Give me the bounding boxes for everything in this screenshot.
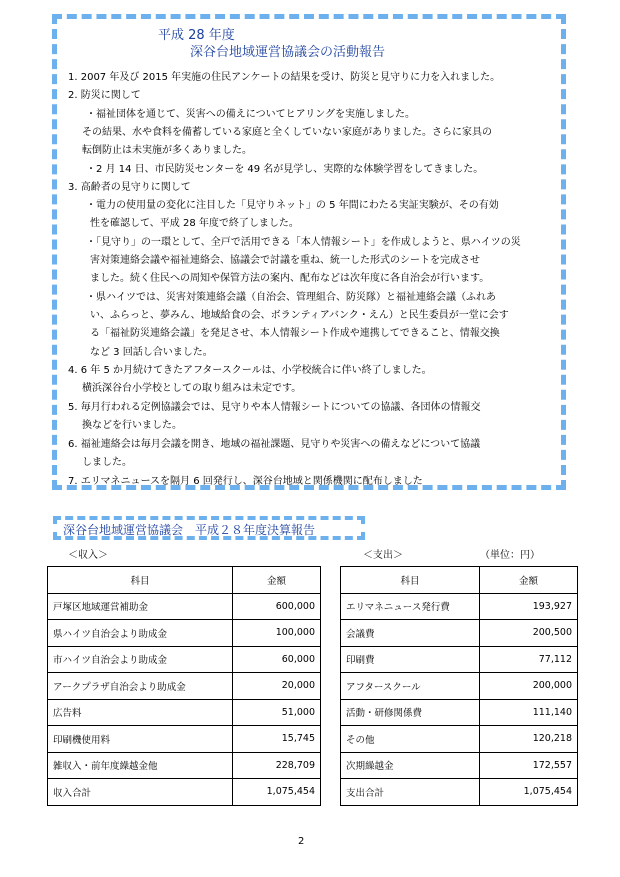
report-line: ・電力の使用量の変化に注目した「見守りネット」の 5 年間にわたる実証実験が、その有効 xyxy=(86,200,499,211)
item-cell: 雑収入・前年度繰越金他 xyxy=(48,752,233,779)
amount-cell: 600,000 xyxy=(233,593,321,620)
table-row xyxy=(341,646,578,673)
budget-title: 深谷台地域運営協議会 平成２８年度決算報告 xyxy=(63,523,316,537)
expense-label: ＜支出＞ xyxy=(363,550,403,561)
item-cell: 会議費 xyxy=(341,620,480,647)
amount-cell: 77,112 xyxy=(480,646,578,673)
income-table xyxy=(47,566,321,806)
report-line: 横浜深谷台小学校としての取り組みは未定です。 xyxy=(82,383,302,394)
table-row xyxy=(48,646,321,673)
amount-cell: 200,000 xyxy=(480,673,578,700)
report-line: 4. 6 年 5 か月続けてきたアフタースクールは、小学校統合に伴い終了しました。 xyxy=(68,365,432,376)
budget-title-box xyxy=(53,516,365,540)
amount-cell: 1,075,454 xyxy=(233,779,321,806)
table-row xyxy=(341,699,578,726)
item-header: 科目 xyxy=(48,567,233,594)
report-line: ・福祉団体を通じて、災害への備えについてヒアリングを実施しました。 xyxy=(86,109,415,120)
table-row xyxy=(48,699,321,726)
amount-cell: 193,927 xyxy=(480,593,578,620)
report-line: 1. 2007 年及び 2015 年実施の住民アンケートの結果を受け、防災と見守りに力を入れました。 xyxy=(68,72,501,83)
item-cell: 広告料 xyxy=(48,699,233,726)
table-row xyxy=(341,726,578,753)
item-cell: 印刷機使用料 xyxy=(48,726,233,753)
item-cell: その他 xyxy=(341,726,480,753)
item-cell: 支出合計 xyxy=(341,779,480,806)
report-line: 換などを行いました。 xyxy=(82,420,182,431)
table-row xyxy=(48,620,321,647)
report-line: 7. エリマネニュースを隔月 6 回発行し、深谷台地域と関係機関に配布しました xyxy=(68,476,423,487)
item-cell: エリマネニュース発行費 xyxy=(341,593,480,620)
amount-header: 金額 xyxy=(233,567,321,594)
amount-cell: 120,218 xyxy=(480,726,578,753)
amount-cell: 100,000 xyxy=(233,620,321,647)
item-header: 科目 xyxy=(341,567,480,594)
amount-header: 金額 xyxy=(480,567,578,594)
activity-report-box xyxy=(52,14,566,490)
table-header-row xyxy=(48,567,321,594)
report-line: 3. 高齢者の見守りに関して xyxy=(68,182,191,193)
total-row xyxy=(48,779,321,806)
amount-cell: 60,000 xyxy=(233,646,321,673)
amount-cell: 1,075,454 xyxy=(480,779,578,806)
report-year: 平成 28 年度 xyxy=(158,28,235,43)
amount-cell: 228,709 xyxy=(233,752,321,779)
table-row xyxy=(341,752,578,779)
amount-cell: 15,745 xyxy=(233,726,321,753)
report-line: ・2 月 14 日、市民防災センターを 49 名が見学し、実際的な体験学習をしてきました。 xyxy=(86,164,484,175)
report-line: 転倒防止は未実施が多くありました。 xyxy=(82,145,252,156)
report-line: 害対策連絡会議や福祉連絡会、協議会で討議を重ね、統一した形式のシートを完成させ xyxy=(90,255,480,266)
item-cell: アークプラザ自治会より助成金 xyxy=(48,673,233,700)
table-header-row xyxy=(341,567,578,594)
amount-cell: 51,000 xyxy=(233,699,321,726)
report-line: その結果、水や食料を備蓄している家庭と全くしていない家庭がありました。さらに家具の xyxy=(82,127,492,138)
table-row xyxy=(48,673,321,700)
unit-label: （単位：円） xyxy=(480,550,540,561)
report-line: 6. 福祉連絡会は毎月会議を開き、地域の福祉課題、見守りや災害への備えなどについて協議 xyxy=(68,439,481,450)
report-line: る「福祉防災連絡会議」を発足させ、本人情報シート作成や連携してできること、情報交換 xyxy=(90,328,500,339)
report-line: など 3 回話し合いました。 xyxy=(90,347,213,358)
table-row xyxy=(341,593,578,620)
amount-cell: 172,557 xyxy=(480,752,578,779)
report-line: 5. 毎月行われる定例協議会では、見守りや本人情報シートについての協議、各団体の情報交 xyxy=(68,402,481,413)
item-cell: 県ハイツ自治会より助成金 xyxy=(48,620,233,647)
income-label: ＜収入＞ xyxy=(68,550,108,561)
item-cell: 戸塚区地域運営補助金 xyxy=(48,593,233,620)
report-line: 2. 防災に関して xyxy=(68,90,141,101)
table-row xyxy=(48,752,321,779)
table-row xyxy=(341,673,578,700)
item-cell: 次期繰越金 xyxy=(341,752,480,779)
item-cell: 市ハイツ自治会より助成金 xyxy=(48,646,233,673)
report-line: しました。 xyxy=(82,457,132,468)
report-title: 深谷台地域運営協議会の活動報告 xyxy=(190,45,386,60)
item-cell: 印刷費 xyxy=(341,646,480,673)
amount-cell: 20,000 xyxy=(233,673,321,700)
report-line: ・県ハイツでは、災害対策連絡会議（自治会、管理組合、防災隊）と福祉連絡会議（ふれあ xyxy=(86,292,496,303)
item-cell: アフタースクール xyxy=(341,673,480,700)
report-line: ました。続く住民への周知や保管方法の案内、配布などは次年度に各自治会が行います。 xyxy=(90,273,490,284)
expense-table xyxy=(340,566,578,806)
item-cell: 活動・研修関係費 xyxy=(341,699,480,726)
amount-cell: 111,140 xyxy=(480,699,578,726)
page-number: 2 xyxy=(298,836,305,847)
report-line: 性を確認して、平成 28 年度で終了しました。 xyxy=(90,218,299,229)
total-row xyxy=(341,779,578,806)
report-line: ・「見守り」の一環として、全戸で活用できる「本人情報シート」を作成しようと、県ハイツの災 xyxy=(86,237,521,248)
table-row xyxy=(341,620,578,647)
amount-cell: 200,500 xyxy=(480,620,578,647)
item-cell: 収入合計 xyxy=(48,779,233,806)
table-row xyxy=(48,593,321,620)
table-row xyxy=(48,726,321,753)
report-line: い、ふらっと、夢みん、地域給食の会、ボランティアバンク・えん）と民生委員が一堂に会す xyxy=(90,310,509,321)
